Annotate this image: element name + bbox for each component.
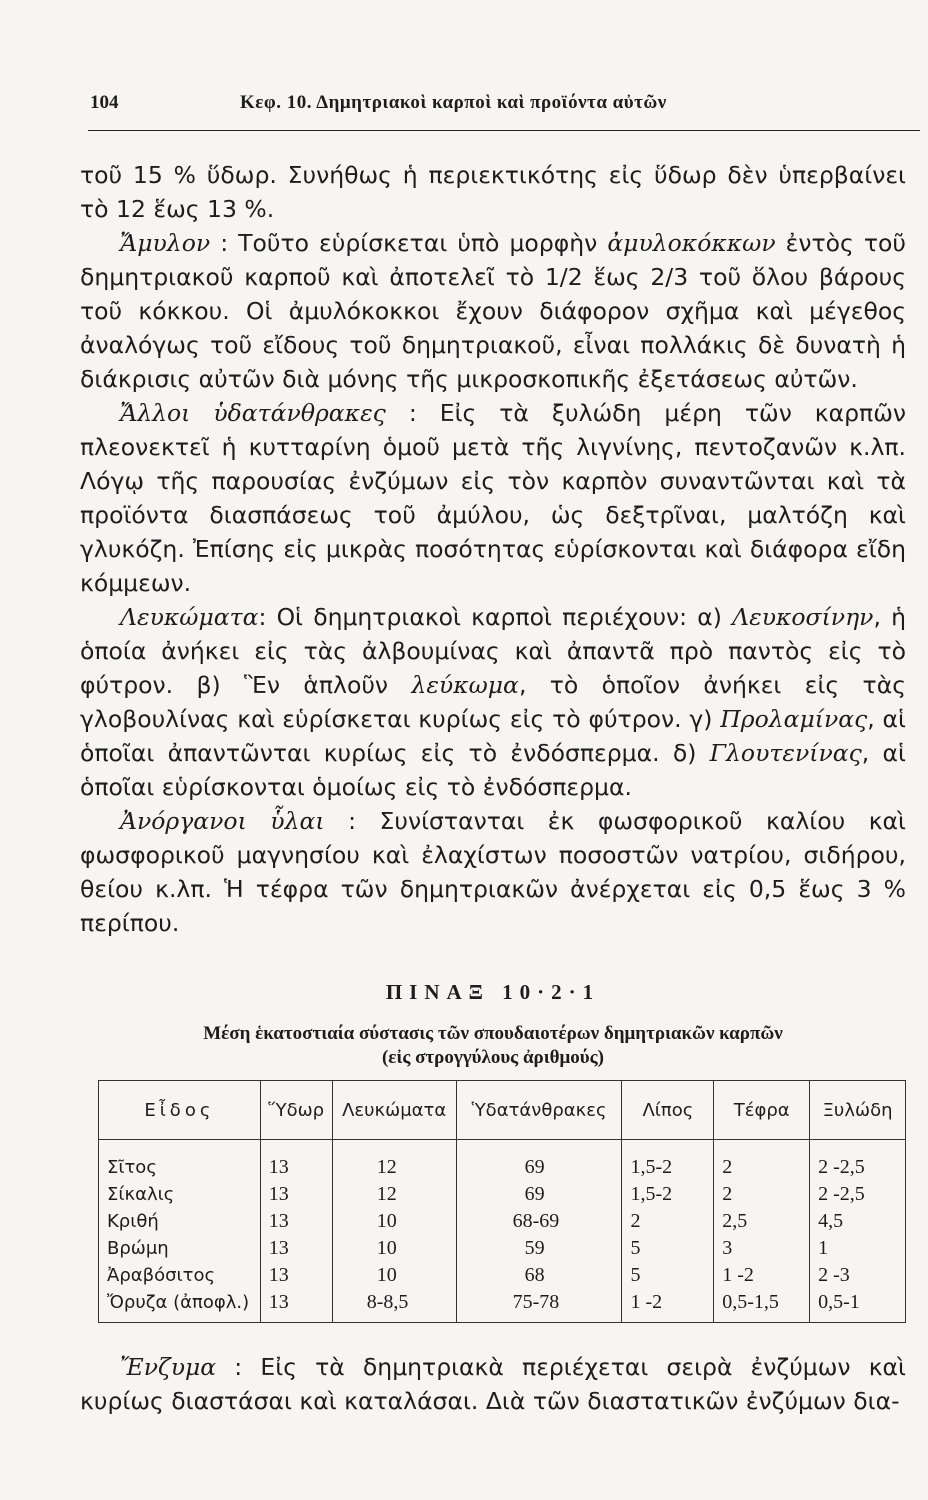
table-cell: 69 <box>456 1181 622 1208</box>
table-row <box>99 1235 906 1262</box>
paragraph-water: τοῦ 15 % ὕδωρ. Συνήθως ἡ περιεκτικότης εἰς ὕδωρ δὲν ὑπερβαίνει τὸ 12 ἕως 13 %. <box>80 161 906 223</box>
body-text-top <box>80 158 906 940</box>
table-label: ΠΙΝΑΞ 10·2·1 <box>385 980 601 1004</box>
term-enzymes: Ἔνζυμα <box>120 1353 217 1381</box>
table-cell: Κριθή <box>99 1208 261 1235</box>
composition-table <box>98 1080 906 1323</box>
table-header-row <box>99 1081 906 1140</box>
running-title: Κεφ. 10. Δημητριακοὶ καρποὶ καὶ προϊόντα αὐτῶν <box>240 92 667 113</box>
table-cell: Σῖτος <box>99 1140 261 1182</box>
column-header: Λευκώματα <box>332 1081 456 1140</box>
page-header <box>90 92 920 124</box>
term-carbohydrates: Ἄλλοι ὑδατάνθρακες <box>120 399 386 427</box>
table-cell: 2 -2,5 <box>810 1140 906 1182</box>
table-cell: 3 <box>714 1235 810 1262</box>
table-cell: 2 <box>714 1181 810 1208</box>
table-cell: 13 <box>260 1208 332 1235</box>
table-row <box>99 1208 906 1235</box>
term-proteins: Λευκώματα <box>120 603 259 631</box>
table-cell: Ὄρυζα (ἀποφλ.) <box>99 1289 261 1323</box>
page-number: 104 <box>90 92 119 113</box>
table-cell: 12 <box>332 1181 456 1208</box>
table-cell: 10 <box>332 1262 456 1289</box>
table-cell: 2 -2,5 <box>810 1181 906 1208</box>
table-cell: 0,5-1,5 <box>714 1289 810 1323</box>
table-cell: 1 -2 <box>622 1289 714 1323</box>
table-cell: 10 <box>332 1208 456 1235</box>
table-cell: 2 -3 <box>810 1262 906 1289</box>
table-cell: 13 <box>260 1235 332 1262</box>
table-cell: 68-69 <box>456 1208 622 1235</box>
term-minerals: Ἀνόργανοι ὗλαι <box>120 807 325 835</box>
table-row <box>99 1289 906 1323</box>
table-cell: 5 <box>622 1262 714 1289</box>
body-text-bottom <box>80 1350 906 1418</box>
table-cell: 4,5 <box>810 1208 906 1235</box>
table-cell: Σίκαλις <box>99 1181 261 1208</box>
table-cell: 2 <box>714 1140 810 1182</box>
paragraph-proteins: Λευκώματα: Οἱ δημητριακοὶ καρποὶ περιέχουν: α) Λευκοσίνην, ἡ ὁποία ἀνήκει εἰς τὰς ἀλβουμίνας καὶ ἀπαντᾶ πρὸ παντὸς εἰς τὸ φύτρον. β) Ἓν ἁπλοῦν λεύκωμα, τὸ ὁποῖον ἀνήκει εἰς τὰς γλοβουλίνας καὶ εὑρίσκεται κυρίως εἰς τὸ φύτρον. γ) Προλαμίνας, αἱ ὁποῖαι ἀπαντῶνται κυρίως εἰς τὸ ἐνδόσπερμα. δ) Γλουτενίνας, αἱ ὁποῖαι εὑρίσκονται ὁμοίως εἰς τὸ ἐνδόσπερμα. <box>80 603 907 801</box>
table-cell: 0,5-1 <box>810 1289 906 1323</box>
table-cell: 69 <box>456 1140 622 1182</box>
table-cell: 12 <box>332 1140 456 1182</box>
column-header: Ὑδατάνθρακες <box>456 1081 622 1140</box>
paragraph-carbohydrates: Ἄλλοι ὑδατάνθρακες : Εἰς τὰ ξυλώδη μέρη τῶν καρπῶν πλεονεκτεῖ ἡ κυτταρίνη ὁμοῦ μετὰ τῆς λιγνίνης, πεντοζανῶν κ.λπ. Λόγῳ τῆς παρουσίας ἐνζύμων εἰς τὸν καρπὸν συναντῶνται καὶ τὰ προϊόντα διασπάσεως τοῦ ἀμύλου, ὡς δεξτρῖναι, μαλτόζη καὶ γλυκόζη. Ἐπίσης εἰς μικρὰς ποσότητας εὑρίσκονται καὶ διάφορα εἴδη κόμμεων. <box>80 399 906 597</box>
table-cell: 1,5-2 <box>622 1140 714 1182</box>
paragraph-starch: Ἄμυλον : Τοῦτο εὑρίσκεται ὑπὸ μορφὴν ἀμυλοκόκκων ἐντὸς τοῦ δημητριακοῦ καρποῦ καὶ ἀποτελεῖ τὸ 1/2 ἕως 2/3 τοῦ ὅλου βάρους τοῦ κόκκου. Οἱ ἀμυλόκοκκοι ἔχουν διάφορον σχῆμα καὶ μέγεθος ἀναλόγως τοῦ εἴδους τοῦ δημητριακοῦ, εἶναι πολλάκις δὲ δυνατὴ ἡ διάκρισις αὐτῶν διὰ μόνης τῆς μικροσκοπικῆς ἐξετάσεως αὐτῶν. <box>80 229 906 393</box>
header-rule <box>88 130 920 131</box>
table-cell: 1 <box>810 1235 906 1262</box>
table-cell: 1 -2 <box>714 1262 810 1289</box>
table-cell: 2,5 <box>714 1208 810 1235</box>
table-cell: Ἀραβόσιτος <box>99 1262 261 1289</box>
table-title: Μέση ἑκατοστιαία σύστασις τῶν σπουδαιοτέρων δημητριακῶν καρπῶν (εἰς στρογγύλους ἀριθμούς) <box>203 1023 783 1068</box>
column-header: Ξυλώδη <box>810 1081 906 1140</box>
table-cell: 8-8,5 <box>332 1289 456 1323</box>
table-cell: 13 <box>260 1181 332 1208</box>
column-header: Λίπος <box>622 1081 714 1140</box>
table-row <box>99 1181 906 1208</box>
table-cell: 13 <box>260 1140 332 1182</box>
table-cell: 2 <box>622 1208 714 1235</box>
table-cell: 75-78 <box>456 1289 622 1323</box>
table-cell: Βρώμη <box>99 1235 261 1262</box>
table-cell: 13 <box>260 1262 332 1289</box>
column-header: Ὕδωρ <box>260 1081 332 1140</box>
table-cell: 59 <box>456 1235 622 1262</box>
column-header: Τέφρα <box>714 1081 810 1140</box>
table-cell: 13 <box>260 1289 332 1323</box>
table-cell: 5 <box>622 1235 714 1262</box>
table-row <box>99 1262 906 1289</box>
paragraph-minerals: Ἀνόργανοι ὗλαι : Συνίστανται ἐκ φωσφορικοῦ καλίου καὶ φωσφορικοῦ μαγνησίου καὶ ἐλαχίστων ποσοστῶν νατρίου, σιδήρου, θείου κ.λπ. Ἡ τέφρα τῶν δημητριακῶν ἀνέρχεται εἰς 0,5 ἕως 3 % περίπου. <box>80 807 906 937</box>
table-cell: 68 <box>456 1262 622 1289</box>
paragraph-enzymes: Ἔνζυμα : Εἰς τὰ δημητριακὰ περιέχεται σειρὰ ἐνζύμων καὶ κυρίως διαστάσαι καὶ καταλάσαι. Διὰ τῶν διαστατικῶν ἐνζύμων δια- <box>80 1353 907 1415</box>
column-header: Εἶδος <box>99 1081 261 1140</box>
table-cell: 1,5-2 <box>622 1181 714 1208</box>
term-starch: Ἄμυλον <box>120 229 211 257</box>
table-row <box>99 1140 906 1182</box>
table-cell: 10 <box>332 1235 456 1262</box>
